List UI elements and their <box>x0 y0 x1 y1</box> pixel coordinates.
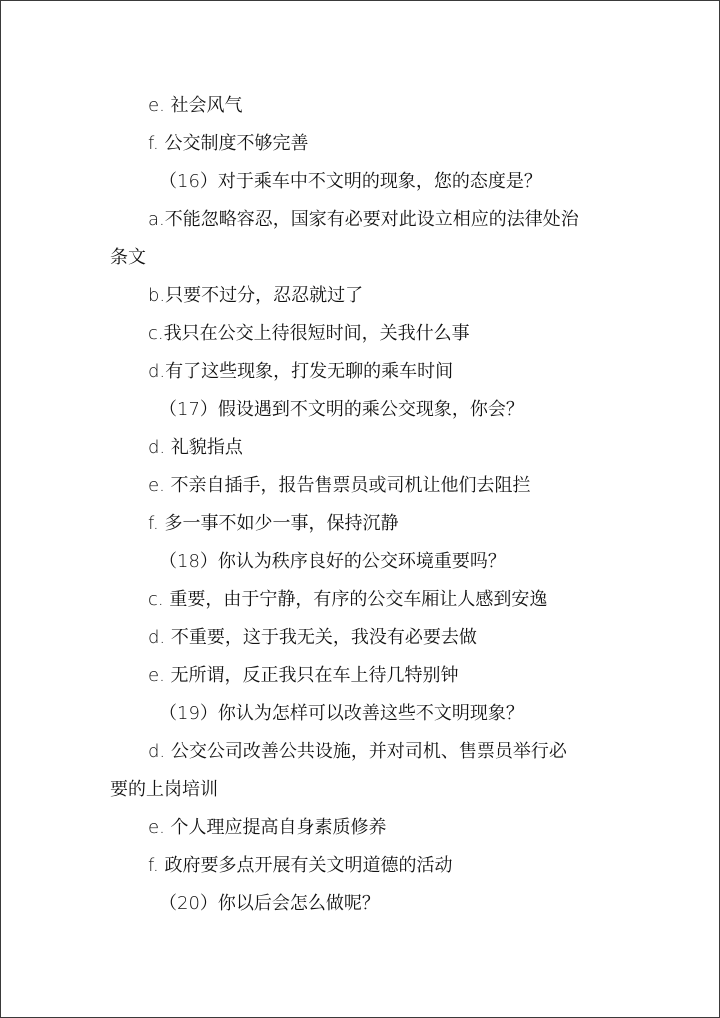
option-continuation-line: 要的上岗培训 <box>110 779 218 800</box>
option-line: d. 礼貌指点 <box>148 437 243 458</box>
option-line: d. 不重要，这于我无关，我没有必要去做 <box>148 627 477 648</box>
option-line: f. 多一事不如少一事，保持沉静 <box>148 513 399 534</box>
option-line: f. 政府要多点开展有关文明道德的活动 <box>148 855 453 876</box>
question-line: （16）对于乘车中不文明的现象，您的态度是？ <box>159 171 542 192</box>
question-line: （17）假设遇到不文明的乘公交现象，你会？ <box>159 399 524 420</box>
option-line: d. 公交公司改善公共设施，并对司机、售票员举行必 <box>148 741 567 762</box>
question-line: （20）你以后会怎么做呢？ <box>159 893 380 914</box>
option-line: c. 重要，由于宁静，有序的公交车厢让人感到安逸 <box>148 589 548 610</box>
option-line: e. 无所谓，反正我只在车上待几特别钟 <box>148 665 459 686</box>
option-line: c.我只在公交上待很短时间，关我什么事 <box>148 323 470 344</box>
option-line: e. 社会风气 <box>148 95 243 116</box>
option-line: e. 个人理应提高自身素质修养 <box>148 817 387 838</box>
option-line: e. 不亲自插手，报告售票员或司机让他们去阻拦 <box>148 475 531 496</box>
question-line: （19）你认为怎样可以改善这些不文明现象？ <box>159 703 524 724</box>
document-content <box>1 1 719 1017</box>
option-line: f. 公交制度不够完善 <box>148 133 309 154</box>
option-line: b.只要不过分，忍忍就过了 <box>148 285 364 306</box>
option-continuation-line: 条文 <box>110 247 146 268</box>
option-line: a.不能忽略容忍，国家有必要对此设立相应的法律处治 <box>148 209 579 230</box>
question-line: （18）你认为秩序良好的公交环境重要吗？ <box>159 551 506 572</box>
option-line: d.有了这些现象，打发无聊的乘车时间 <box>148 361 454 382</box>
